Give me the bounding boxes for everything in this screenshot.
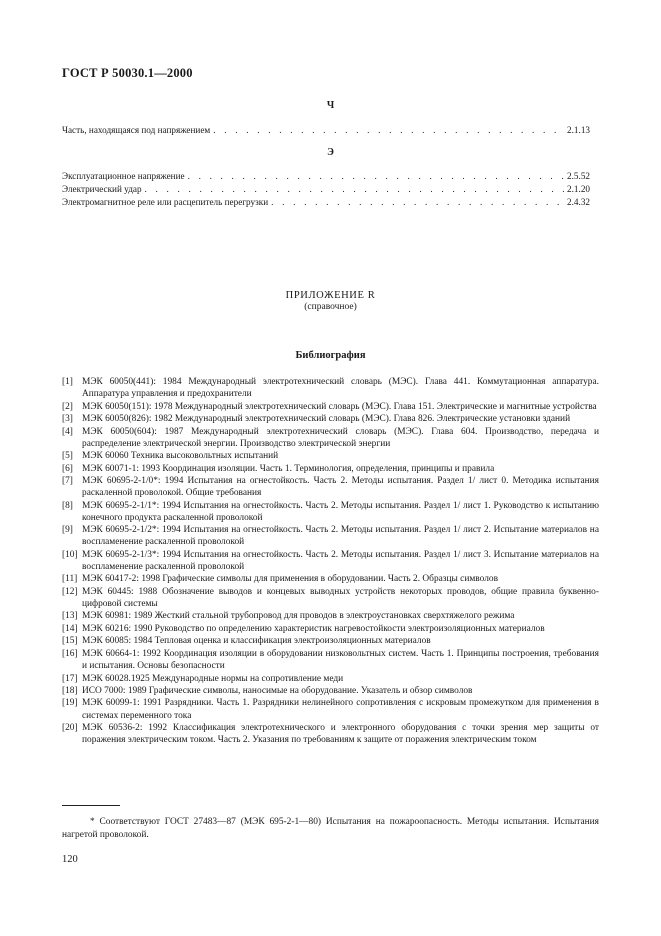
index-term: Электрический удар: [62, 184, 142, 194]
bibliography-item: [62, 648, 599, 672]
bibliography-item: [62, 413, 599, 425]
bibliography-item-number: [18]: [62, 685, 78, 696]
leader-dots: [145, 183, 564, 195]
bibliography-item-text: МЭК 60664-1: 1992 Координация изоляции в оборудовании низковольтных систем. Часть 1. Принципы построения, требования и испытания. Основы безопасности: [82, 648, 599, 672]
bibliography-item-number: [2]: [62, 401, 73, 412]
bibliography-item-text: МЭК 60060 Техника высоковольтных испытаний: [82, 451, 279, 462]
bibliography-item-number: [4]: [62, 426, 73, 437]
bibliography-item-text: МЭК 60071-1: 1993 Координация изоляции. Часть 1. Терминология, определения, принципы и правила: [82, 463, 495, 474]
bibliography-item: [62, 463, 599, 475]
bibliography-item-number: [13]: [62, 611, 78, 622]
index-letter-heading: Э: [327, 147, 334, 158]
bibliography-item-text: МЭК 60050(441): 1984 Международный электротехнический словарь (МЭС). Глава 441. Коммутационная аппаратура. Аппаратура управления и предохранители: [82, 377, 599, 400]
bibliography-item-number: [1]: [62, 377, 73, 387]
index-entry: [62, 170, 590, 182]
bibliography-item-number: [10]: [62, 549, 78, 560]
bibliography-item-number: [20]: [62, 723, 78, 734]
bibliography-item-text: МЭК 60417-2: 1998 Графические символы для применения в оборудовании. Часть 2. Образцы символов: [82, 574, 498, 585]
bibliography-item: [62, 524, 599, 548]
bibliography-item: [62, 685, 599, 697]
bibliography-item-number: [8]: [62, 500, 73, 511]
bibliography-item-text: МЭК 60099-1: 1991 Разрядники. Часть 1. Разрядники нелинейного сопротивления с искровым промежутком для применения в системах переменного тока: [82, 698, 599, 721]
bibliography-item-number: [14]: [62, 623, 78, 634]
index-entry: [62, 183, 590, 195]
bibliography-item: [62, 401, 599, 413]
leader-dots: [271, 196, 564, 208]
bibliography-item: [62, 623, 599, 635]
bibliography-item-text: МЭК 60085: 1984 Тепловая оценка и классификация электроизоляционных материалов: [82, 636, 431, 647]
bibliography-item: [62, 500, 599, 524]
index-ref: 2.1.13: [567, 125, 590, 135]
bibliography-item-number: [16]: [62, 648, 78, 659]
bibliography-item-text: ИСО 7000: 1989 Графические символы, наносимые на оборудование. Указатель и обзор символов: [82, 685, 473, 696]
bibliography-item: [62, 673, 599, 685]
bibliography-title: Библиография: [295, 350, 366, 361]
bibliography-item-number: [11]: [62, 574, 78, 585]
bibliography-item-number: [7]: [62, 476, 73, 487]
appendix-title: ПРИЛОЖЕНИЕ R: [285, 290, 376, 301]
bibliography-item: [62, 573, 599, 585]
bibliography-item-text: МЭК 60695-2-1/1*: 1994 Испытания на огнестойкость. Часть 2. Методы испытания. Раздел 1/ лист 1. Руководство к испытанию конечного продукта раскаленной проволокой: [82, 500, 599, 523]
bibliography-item-number: [17]: [62, 673, 78, 684]
bibliography-item: [62, 586, 599, 610]
bibliography-item-text: МЭК 60695-2-1/2*: 1994 Испытания на огнестойкость. Часть 2. Методы испытания. Раздел 1/ лист 2. Испытание материалов на воспламенение раскаленной проволокой: [82, 525, 599, 548]
appendix-heading: [0, 290, 661, 312]
page-number: 120: [62, 854, 78, 865]
leader-dots: [188, 170, 564, 182]
bibliography-item: [62, 426, 599, 450]
bibliography-item-text: МЭК 60050(604): 1987 Международный электротехнический словарь (МЭС). Глава 604. Производство, передача и распределение электрической энергии. Производство электрической энергии: [82, 426, 599, 449]
bibliography-item-number: [6]: [62, 463, 73, 474]
bibliography-item-text: МЭК 60981: 1989 Жесткий стальной трубопровод для проводов в электроустановках сверхтяжелого режима: [82, 611, 515, 622]
bibliography-item-text: МЭК 60216: 1990 Руководство по определению характеристик нагревостойкости электроизоляционных материалов: [82, 623, 545, 634]
leader-dots: [213, 124, 564, 136]
bibliography-item-number: [5]: [62, 451, 73, 462]
bibliography-item: [62, 610, 599, 622]
footnote: * Соответствуют ГОСТ 27483—87 (МЭК 695-2-1—80) Испытания на пожароопасность. Методы испытания. Испытания нагретой проволокой.: [62, 817, 599, 840]
bibliography-item-text: МЭК 60695-2-1/0*: 1994 Испытания на огнестойкость. Часть 2. Методы испытания. Раздел 1/ лист 0. Методика испытания раскаленной проволокой. Общие требования: [82, 476, 599, 499]
bibliography-item-text: МЭК 60695-2-1/3*: 1994 Испытания на огнестойкость. Часть 2. Методы испытания. Раздел 1/ лист 3. Испытание материалов на воспламенение раскаленной проволокой: [82, 549, 599, 572]
index-letter-heading: Ч: [326, 100, 335, 111]
bibliography-item-number: [15]: [62, 636, 78, 647]
index-ref: 2.5.52: [567, 171, 590, 181]
appendix-subtitle: (справочное): [304, 302, 357, 312]
index-ref: 2.4.32: [567, 197, 590, 207]
bibliography-list: [62, 376, 599, 747]
bibliography-item: [62, 475, 599, 499]
bibliography-item-number: [19]: [62, 698, 78, 709]
index-entry: [62, 196, 590, 208]
bibliography-item: [62, 697, 599, 721]
index-ref: 2.1.20: [567, 184, 590, 194]
bibliography-item-text: МЭК 60445: 1988 Обозначение выводов и концевых выводных устройств некоторых проводов, общие правила буквенно-цифровой системы: [82, 586, 599, 609]
index-term: Эксплуатационное напряжение: [62, 171, 185, 181]
bibliography-item: [62, 549, 599, 573]
bibliography-item-number: [9]: [62, 525, 73, 536]
footnote-rule: [62, 805, 120, 806]
document-header: ГОСТ Р 50030.1—2000: [62, 66, 193, 80]
bibliography-item: [62, 376, 599, 400]
index-term: Часть, находящаяся под напряжением: [62, 125, 211, 135]
bibliography-item-text: МЭК 60050(151): 1978 Международный электротехнический словарь (МЭС). Глава 151. Электрические и магнитные устройства: [82, 401, 597, 412]
bibliography-item-number: [12]: [62, 586, 78, 597]
index-term: Электромагнитное реле или расцепитель перегрузки: [62, 197, 269, 207]
bibliography-item: [62, 722, 599, 746]
index-entry: [62, 124, 590, 136]
bibliography-item: [62, 450, 599, 462]
bibliography-item-number: [3]: [62, 414, 73, 425]
bibliography-item-text: МЭК 60536-2: 1992 Классификация электротехнического и электронного оборудования с точки зрения мер защиты от поражения электрическим током. Часть 2. Указания по требованиям к защите от поражения электрическим током: [82, 723, 599, 746]
bibliography-item: [62, 635, 599, 647]
bibliography-item-text: МЭК 60050(826): 1982 Международный электротехнический словарь (МЭС). Глава 826. Электрические установки зданий: [82, 414, 571, 425]
bibliography-item-text: МЭК 60028.1925 Международные нормы на сопротивление меди: [82, 673, 344, 684]
